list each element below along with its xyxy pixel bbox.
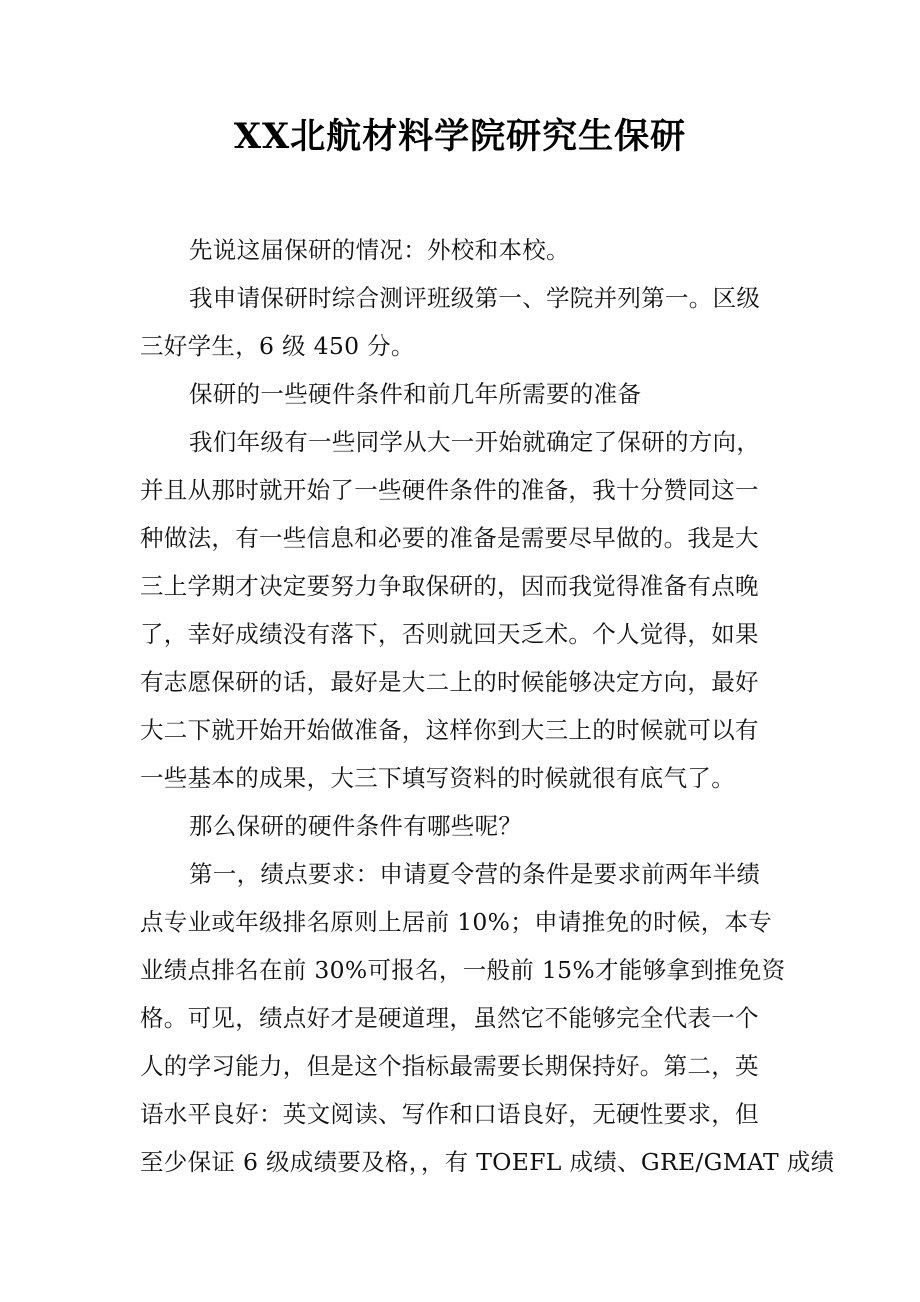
paragraph-line: 点专业或年级排名原则上居前 10%；申请推免的时候，本专 bbox=[140, 908, 773, 936]
paragraph-line: 我申请保研时综合测评班级第一、学院并列第一。区级 bbox=[189, 284, 761, 312]
paragraph-line: 语水平良好：英文阅读、写作和口语良好，无硬性要求，但 bbox=[140, 1100, 759, 1128]
paragraph-line: 第一，绩点要求：申请夏令营的条件是要求前两年半绩 bbox=[189, 860, 761, 888]
paragraph-line: 业绩点排名在前 30%可报名，一般前 15%才能够拿到推免资 bbox=[140, 956, 786, 984]
paragraph-line: 格。可见，绩点好才是硬道理，虽然它不能够完全代表一个 bbox=[140, 1004, 759, 1032]
paragraph-line: 那么保研的硬件条件有哪些呢？ bbox=[189, 812, 523, 840]
paragraph-line: 三上学期才决定要努力争取保研的，因而我觉得准备有点晚 bbox=[140, 572, 759, 600]
paragraph-line: 并且从那时就开始了一些硬件条件的准备，我十分赞同这一 bbox=[140, 476, 759, 504]
paragraph-line: 至少保证 6 级成绩要及格，，有 TOEFL 成绩、GRE/GMAT 成绩 bbox=[140, 1148, 835, 1176]
paragraph-line: 有志愿保研的话，最好是大二上的时候能够决定方向，最好 bbox=[140, 668, 759, 696]
paragraph-line: 大二下就开始开始做准备，这样你到大三上的时候就可以有 bbox=[140, 716, 759, 744]
paragraph-line: 一些基本的成果，大三下填写资料的时候就很有底气了。 bbox=[140, 764, 735, 792]
paragraph-line: 先说这届保研的情况：外校和本校。 bbox=[189, 236, 570, 264]
paragraph-line: 种做法，有一些信息和必要的准备是需要尽早做的。我是大 bbox=[140, 524, 759, 552]
paragraph-line: 人的学习能力，但是这个指标最需要长期保持好。第二，英 bbox=[140, 1052, 759, 1080]
document-title: XX北航材料学院研究生保研 bbox=[233, 116, 687, 157]
paragraph-line: 了，幸好成绩没有落下，否则就回天乏术。个人觉得，如果 bbox=[140, 620, 759, 648]
paragraph-line: 我们年级有一些同学从大一开始就确定了保研的方向， bbox=[189, 428, 761, 456]
document-body bbox=[140, 226, 835, 1186]
paragraph-line: 三好学生，6 级 450 分。 bbox=[140, 332, 415, 360]
paragraph-line: 保研的一些硬件条件和前几年所需要的准备 bbox=[189, 380, 642, 408]
